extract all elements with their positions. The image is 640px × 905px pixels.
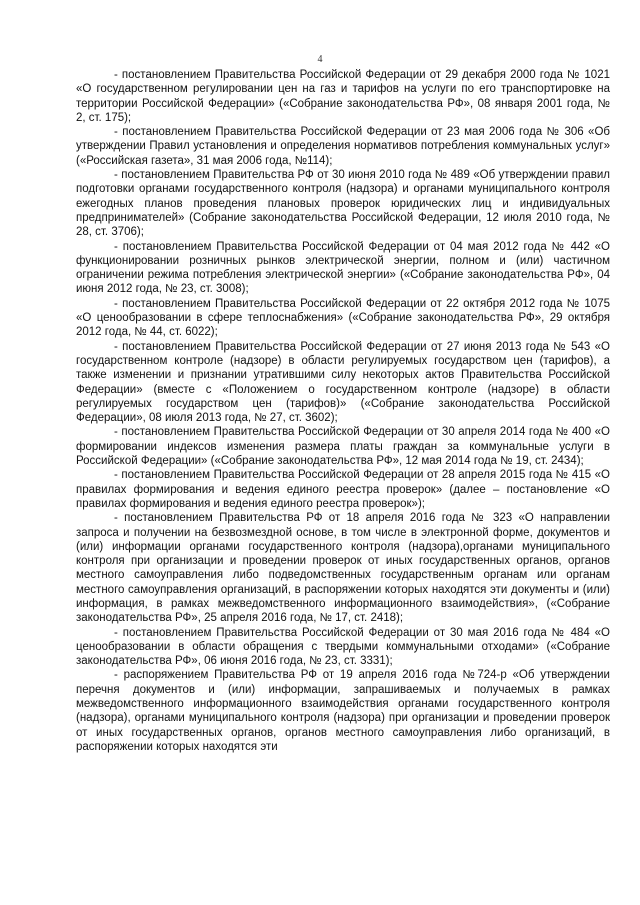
paragraph-1: - постановлением Правительства Российской Федерации от 29 декабря 2000 года № 1021 «О государственном регулировании цен на газ и тарифов на услуги по его транспортировке на территории Российской Федерации» («Собрание законодательства РФ», 08 января 2001 года, № 2, ст. 175);: [76, 69, 610, 124]
paragraph-7: - постановлением Правительства Российской Федерации от 30 апреля 2014 года № 400 «О формировании индексов изменения размера платы граждан за коммунальные услуги в Российской Федерации» («Собрание законодательства РФ», 12 мая 2014 года № 19, ст. 2434);: [76, 426, 610, 468]
paragraph-5: - постановлением Правительства Российской Федерации от 22 октября 2012 года № 1075 «О ценообразовании в сфере теплоснабжения» («Собрание законодательства РФ», 29 октября 2012 года, № 44, ст. 6022);: [76, 297, 610, 339]
paragraph-9: - постановлением Правительства РФ от 18 апреля 2016 года № 323 «О направлении запроса и получении на безвозмездной основе, в том числе в электронной форме, документов и (или) информации органами государственного контроля (надзора),органами муниципального контроля при организации и проведении проверок от иных государственных органов, органов местного самоуправления либо подведомственных государственным органам или органам местного самоуправления организаций, в распоряжении которых находятся эти документы и (или) информация, в рамках межведомственного информационного взаимодействия», («Собрание законодательства РФ», 25 апреля 2016 года, № 17, ст. 2418);: [76, 512, 610, 625]
paragraph-8: - постановлением Правительства Российской Федерации от 28 апреля 2015 года № 415 «О правилах формирования и ведения единого реестра проверок» (далее – постановление «О правилах формирования и ведения единого реестра проверок»);: [76, 469, 610, 510]
body-text: [76, 68, 610, 754]
paragraph-10: - постановлением Правительства Российской Федерации от 30 мая 2016 года № 484 «О ценообразовании в области обращения с твердыми коммунальными отходами» («Собрание законодательства РФ», 06 июня 2016 года, № 23, ст. 3331);: [76, 626, 610, 668]
page-number: 4: [317, 54, 323, 65]
paragraph-3: - постановлением Правительства РФ от 30 июня 2010 года № 489 «Об утверждении правил подготовки органами государственного контроля (надзора) и органами муниципального контроля ежегодных планов проведения плановых проверок юридических лиц и индивидуальных предпринимателей» (Собрание законодательства Российской Федерации, 12 июля 2010 года, № 28, ст. 3706);: [76, 169, 610, 239]
paragraph-11: - распоряжением Правительства РФ от 19 апреля 2016 года №724-р «Об утверждении перечня документов и (или) информации, запрашиваемых и получаемых в рамках межведомственного информационного взаимодействия органами государственного контроля (надзора), органами муниципального контроля (надзора) при организации и проведении проверок от иных государственных органов, органов местного самоуправления либо организаций, в распоряжении которых находятся эти: [76, 669, 610, 753]
paragraph-4: - постановлением Правительства Российской Федерации от 04 мая 2012 года № 442 «О функционировании розничных рынков электрической энергии, полном и (или) частичном ограничении режима потребления электрической энергии» («Собрание законодательства РФ», 04 июня 2012 года, № 23, ст. 3008);: [76, 240, 610, 296]
paragraph-6: - постановлением Правительства Российской Федерации от 27 июня 2013 года № 543 «О государственном контроле (надзоре) в области регулируемых государством цен (тарифов), а также изменении и признании утратившими силу некоторых актов Правительства Российской Федерации» (вместе с «Положением о государственном контроле (надзоре) в области регулируемых государством цен (тарифов)» («Собрание законодательства Российской Федерации», 08 июля 2013 года, № 27, ст. 3602);: [76, 340, 610, 425]
paragraph-2: - постановлением Правительства Российской Федерации от 23 мая 2006 года № 306 «Об утверждении Правил установления и определения нормативов потребления коммунальных услуг» («Российская газета», 31 мая 2006 года, №114);: [76, 126, 610, 167]
